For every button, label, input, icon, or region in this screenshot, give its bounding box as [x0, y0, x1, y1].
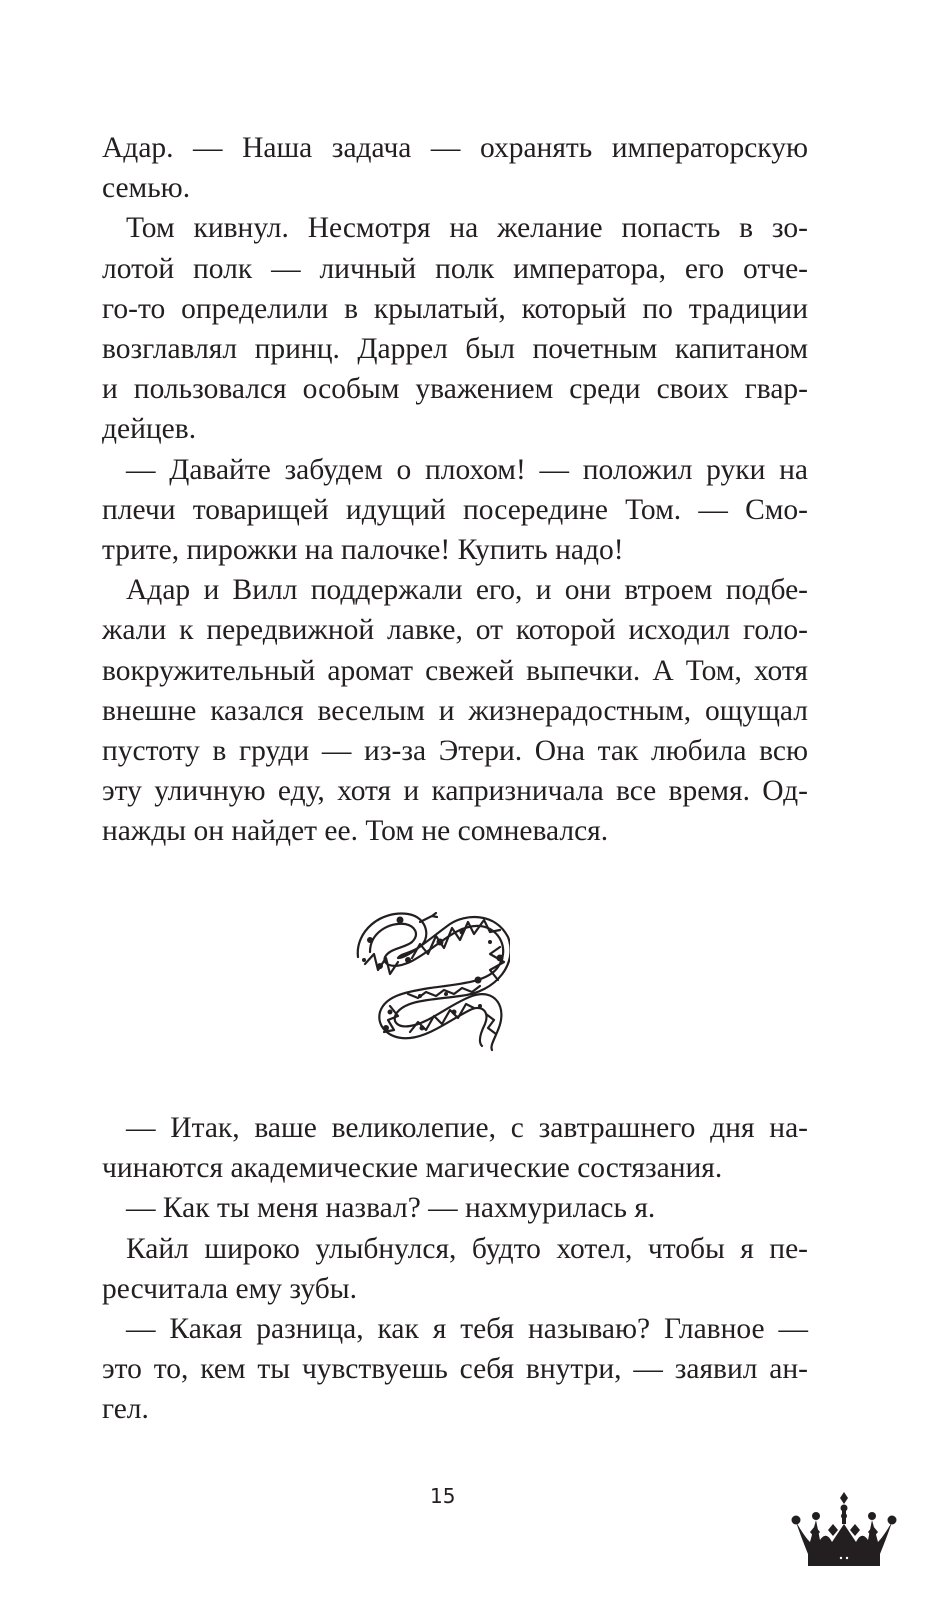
page-number: 15 — [430, 1484, 456, 1508]
text-line: — Итак, ваше великолепие, с завтрашнего дня на- — [126, 1112, 808, 1144]
text-line: Кайл широко улыбнулся, будто хотел, чтобы я пе- — [126, 1232, 808, 1265]
text-line: — Давайте забудем о плохом! — положил руки на — [126, 453, 808, 486]
text-line: пустоту в груди — из-за Этери. Она так любила всю — [102, 735, 808, 767]
text-line: дейцев. — [102, 413, 197, 446]
crown-icon — [790, 1490, 898, 1572]
text-line: ресчитала ему зубы. — [102, 1272, 357, 1305]
text-line: внешне казался веселым и жизнерадостным, ощущал — [102, 694, 808, 727]
text-line: это то, кем ты чувствуешь себя внутри, — заявил ан- — [102, 1353, 808, 1386]
text-line: Адар и Вилл поддержали его, и они втроем подбе- — [126, 574, 808, 607]
text-line: Том кивнул. Несмотря на желание попасть в зо- — [126, 212, 808, 245]
text-line: трите, пирожки на палочке! Купить надо! — [102, 534, 624, 566]
text-line: эту уличную еду, хотя и капризничала все время. Од- — [102, 775, 808, 808]
text-line: го-то определили в крылатый, который по традиции — [102, 292, 808, 325]
text-line: Адар. — Наша задача — охранять императорскую — [102, 132, 808, 164]
text-line: лотой полк — личный полк императора, его отче- — [102, 252, 808, 285]
text-line: — Как ты меня назвал? — нахмурилась я. — [126, 1192, 656, 1225]
text-line: гел. — [102, 1393, 149, 1426]
text-line: возглавлял принц. Даррел был почетным капитаном — [102, 333, 808, 365]
snake-ornament-icon — [350, 912, 510, 1052]
text-line: семью. — [102, 172, 191, 205]
text-line: жали к передвижной лавке, от которой исходил голо- — [102, 614, 808, 647]
text-line: нажды он найдет ее. Том не сомневался. — [102, 815, 609, 848]
text-line: плечи товарищей идущий посередине Том. — Смо- — [102, 493, 808, 526]
text-line: и пользовался особым уважением среди своих гвар- — [102, 373, 808, 406]
text-line: — Какая разница, как я тебя называю? Главное — — [126, 1313, 808, 1345]
text-line: вокружительный аромат свежей выпечки. А Том, хотя — [102, 654, 808, 687]
text-line: чинаются академические магические состязания. — [102, 1152, 723, 1185]
